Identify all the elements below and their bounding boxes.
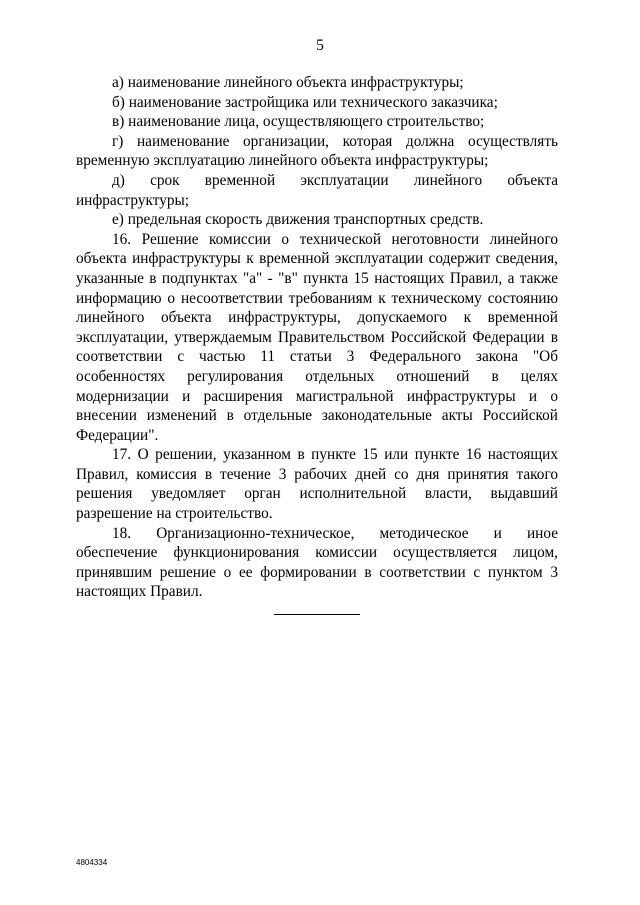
section-16: 16. Решение комиссии о технической неготовности линейного объекта инфраструктуры к временной эксплуатации содержит сведения, указанные в подпунктах "а" - "в" пункта 15 настоящих Правил, а также информацию о несоответствии требованиям к техническому состоянию линейного объекта инфраструктуры, допускаемого к временной эксплуатации, утверждаемым Правительством Российской Федерации в соответствии с частью 11 статьи 3 Федерального закона "Об особенностях регулирования отдельных отношений в целях модернизации и расширения магистральной инфраструктуры и о внесении изменений в отдельные законодательные акты Российской Федерации". [76,230,558,444]
clause-a: а) наименование линейного объекта инфраструктуры; [112,74,464,91]
section-17: 17. О решении, указанном в пункте 15 или пункте 16 настоящих Правил, комиссия в течение 3 рабочих дней со дня принятия такого решения уведомляет орган исполнительной власти, выдавший разрешение на строительство. [76,446,558,523]
end-divider [274,614,360,615]
clause-g: г) наименование организации, которая должна осуществлять временную эксплуатацию линейного объекта инфраструктуры; [76,132,558,170]
document-body [76,73,558,602]
page-number: 5 [316,37,324,54]
clause-v: в) наименование лица, осуществляющего строительство; [112,113,485,131]
section-18: 18. Организационно-техническое, методическое и иное обеспечение функционирования комиссии осуществляется лицом, принявшим решение о ее формировании в соответствии с пунктом 3 настоящих Правил. [76,524,558,601]
clause-b: б) наименование застройщика или технического заказчика; [112,93,498,111]
document-code: 4804334 [76,858,108,867]
clause-d: д) срок временной эксплуатации линейного объекта инфраструктуры; [76,171,558,209]
clause-e: е) предельная скорость движения транспортных средств. [112,211,484,229]
